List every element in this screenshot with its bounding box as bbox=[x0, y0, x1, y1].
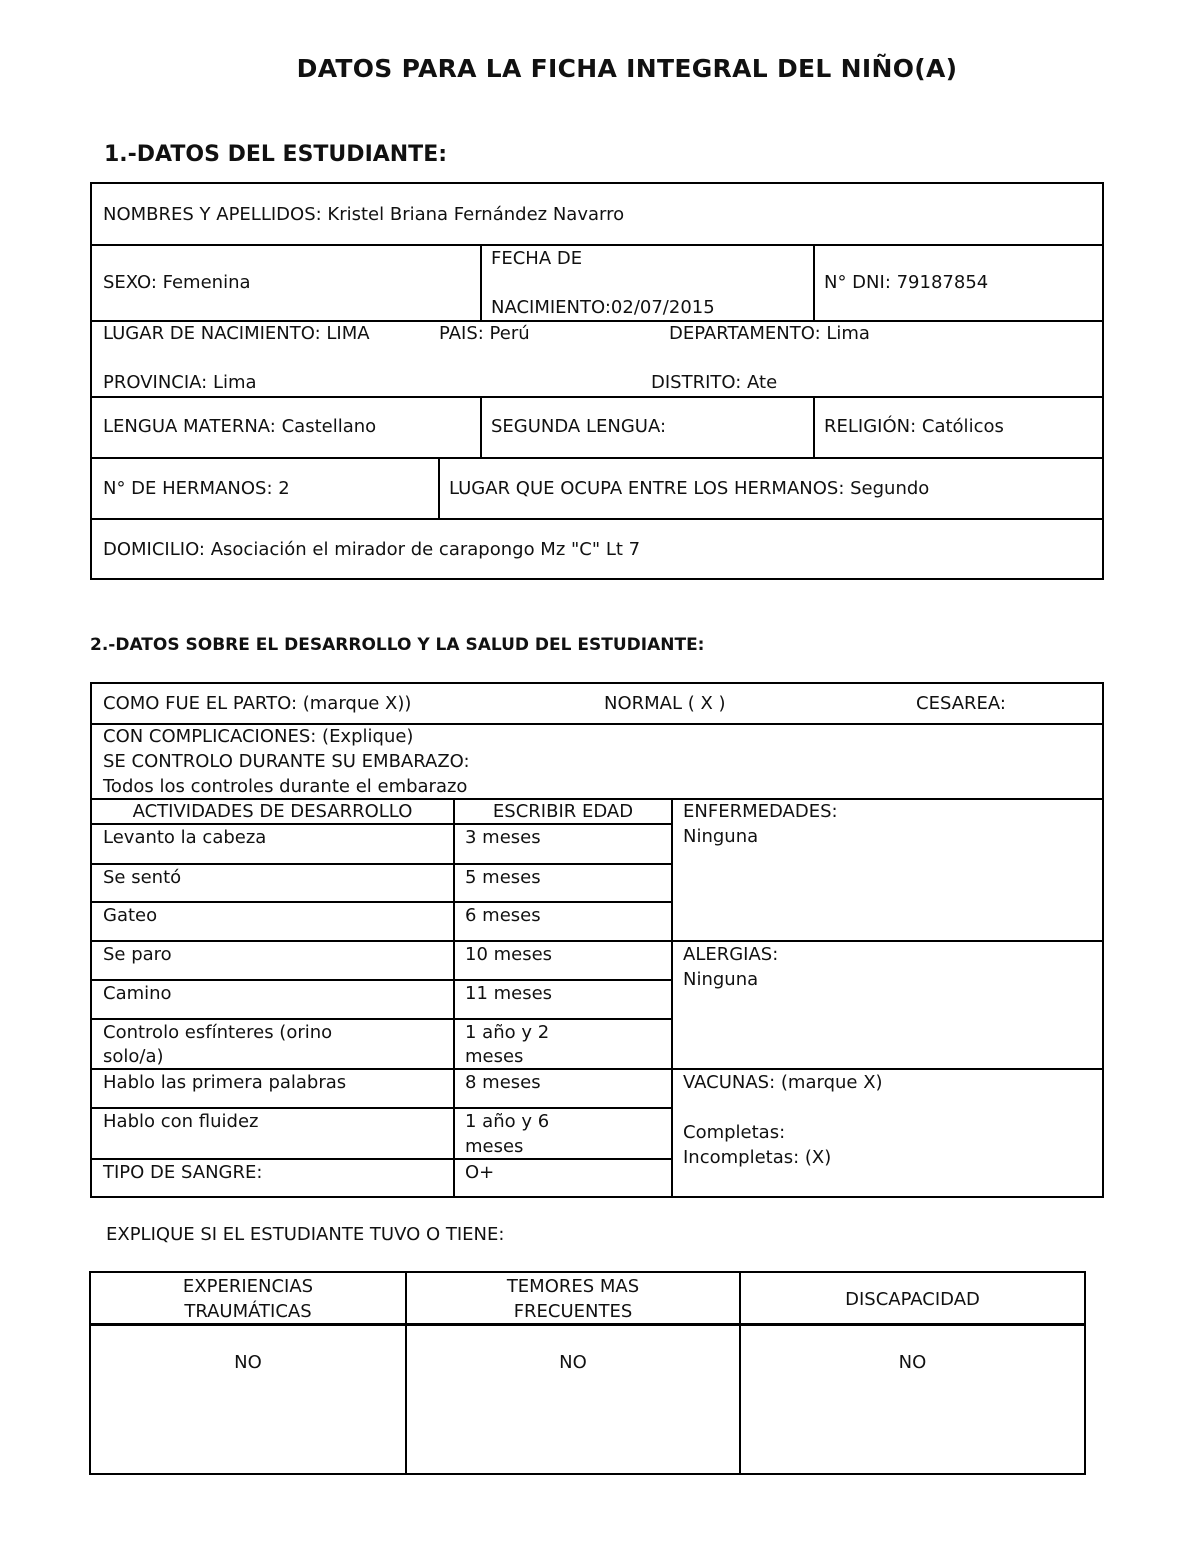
alergias-label: ALERGIAS: bbox=[683, 944, 779, 965]
segunda-lengua-field: SEGUNDA LENGUA: bbox=[491, 416, 667, 437]
activity-cell-continued: solo/a) bbox=[103, 1046, 164, 1067]
sexo-field: SEXO: Femenina bbox=[103, 272, 251, 293]
control-embarazo-value: Todos los controles durante el embarazo bbox=[103, 776, 468, 797]
activity-cell: Gateo bbox=[103, 905, 158, 926]
hermanos-field: N° DE HERMANOS: 2 bbox=[103, 478, 290, 499]
lugar-hermanos-field: LUGAR QUE OCUPA ENTRE LOS HERMANOS: Segundo bbox=[449, 478, 930, 499]
age-cell-continued: meses bbox=[465, 1136, 524, 1157]
section2-heading: 2.-DATOS SOBRE EL DESARROLLO Y LA SALUD DEL ESTUDIANTE: bbox=[90, 635, 705, 655]
activity-cell: Hablo con fluidez bbox=[103, 1111, 259, 1132]
age-cell: 10 meses bbox=[465, 944, 553, 965]
age-cell: 3 meses bbox=[465, 827, 541, 848]
domicilio-field: DOMICILIO: Asociación el mirador de carapongo Mz "C" Lt 7 bbox=[103, 539, 641, 560]
activity-cell: Levanto la cabeza bbox=[103, 827, 267, 848]
student-data-table bbox=[90, 182, 1104, 580]
age-cell: 1 año y 6 bbox=[465, 1111, 550, 1132]
enfermedades-label: ENFERMEDADES: bbox=[683, 801, 838, 822]
col-discapacidad-header: DISCAPACIDAD bbox=[845, 1289, 980, 1310]
col-temores-header-line1: TEMORES MAS bbox=[506, 1276, 640, 1297]
age-cell: 1 año y 2 bbox=[465, 1022, 550, 1043]
vacunas-label: VACUNAS: (marque X) bbox=[683, 1072, 883, 1093]
distrito-field: DISTRITO: Ate bbox=[651, 372, 778, 393]
religion-field: RELIGIÓN: Católicos bbox=[824, 416, 1004, 437]
experiencias-value: NO bbox=[234, 1352, 262, 1373]
col-edad-header: ESCRIBIR EDAD bbox=[492, 801, 634, 822]
activity-cell: Se paro bbox=[103, 944, 172, 965]
departamento-field: DEPARTAMENTO: Lima bbox=[669, 323, 870, 344]
nombres-field: NOMBRES Y APELLIDOS: Kristel Briana Fernández Navarro bbox=[103, 204, 625, 225]
activity-cell: Controlo esfínteres (orino bbox=[103, 1022, 333, 1043]
col-experiencias-header-line1: EXPERIENCIAS bbox=[182, 1276, 314, 1297]
development-health-table bbox=[90, 682, 1104, 1198]
experiences-table bbox=[89, 1271, 1086, 1475]
age-cell: 8 meses bbox=[465, 1072, 541, 1093]
control-embarazo-label: SE CONTROLO DURANTE SU EMBARAZO: bbox=[103, 751, 470, 772]
col-experiencias-header-line2: TRAUMÁTICAS bbox=[184, 1301, 312, 1322]
parto-label: COMO FUE EL PARTO: (marque X)) bbox=[103, 693, 412, 714]
complicaciones-label: CON COMPLICACIONES: (Explique) bbox=[103, 726, 414, 747]
activity-cell: Hablo las primera palabras bbox=[103, 1072, 347, 1093]
explain-label: EXPLIQUE SI EL ESTUDIANTE TUVO O TIENE: bbox=[106, 1224, 505, 1245]
age-cell: 5 meses bbox=[465, 867, 541, 888]
age-cell-continued: meses bbox=[465, 1046, 524, 1067]
col-temores-header-line2: FRECUENTES bbox=[513, 1301, 633, 1322]
vacunas-incompletas: Incompletas: (X) bbox=[683, 1147, 832, 1168]
lengua-materna-field: LENGUA MATERNA: Castellano bbox=[103, 416, 377, 437]
age-cell: 6 meses bbox=[465, 905, 541, 926]
parto-normal-option: NORMAL ( X ) bbox=[604, 693, 726, 714]
activity-cell: Se sentó bbox=[103, 867, 182, 888]
age-cell: 11 meses bbox=[465, 983, 553, 1004]
lugar-nacimiento-field: LUGAR DE NACIMIENTO: LIMA bbox=[103, 323, 370, 344]
blood-type-label: TIPO DE SANGRE: bbox=[103, 1162, 263, 1183]
pais-field: PAIS: Perú bbox=[439, 323, 530, 344]
parto-cesarea-option: CESAREA: bbox=[916, 693, 1006, 714]
dni-field: N° DNI: 79187854 bbox=[824, 272, 989, 293]
discapacidad-value: NO bbox=[898, 1352, 927, 1373]
enfermedades-value: Ninguna bbox=[683, 826, 759, 847]
provincia-field: PROVINCIA: Lima bbox=[103, 372, 257, 393]
page-title: DATOS PARA LA FICHA INTEGRAL DEL NIÑO(A) bbox=[296, 54, 958, 83]
vacunas-completas: Completas: bbox=[683, 1122, 786, 1143]
temores-value: NO bbox=[559, 1352, 587, 1373]
alergias-value: Ninguna bbox=[683, 969, 759, 990]
fecha-label: FECHA DE bbox=[491, 248, 583, 269]
activity-cell: Camino bbox=[103, 983, 172, 1004]
section1-heading: 1.-DATOS DEL ESTUDIANTE: bbox=[104, 142, 448, 167]
fecha-nacimiento-field: NACIMIENTO:02/07/2015 bbox=[491, 297, 715, 318]
col-actividades-header: ACTIVIDADES DE DESARROLLO bbox=[132, 801, 413, 822]
blood-type-value: O+ bbox=[465, 1162, 495, 1183]
